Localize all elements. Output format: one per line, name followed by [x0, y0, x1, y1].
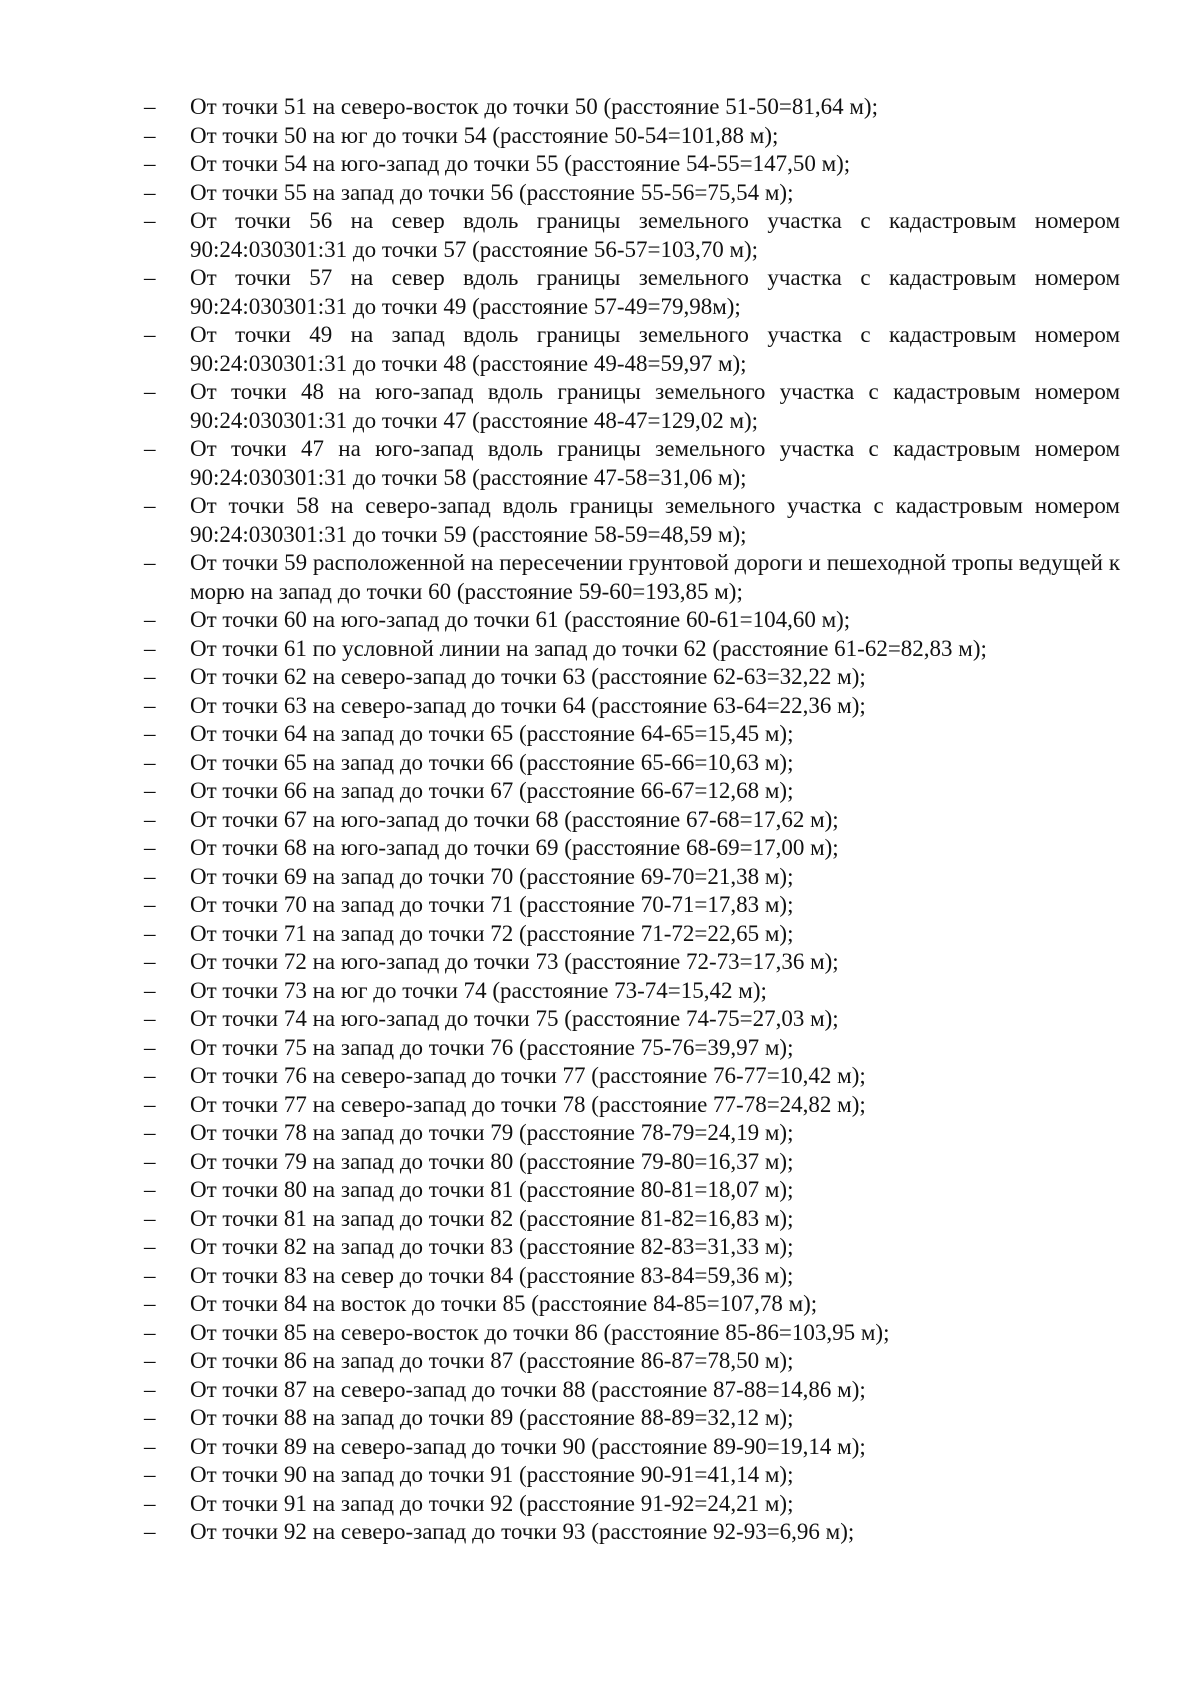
list-item-text: От точки 49 на запад вдоль границы земельного участка с кадастровым номером 90:24:030301:31 до точки 48 (расстояние 49-48=59,97 м); — [190, 322, 1120, 376]
dash-bullet: – — [144, 1177, 156, 1202]
list-item — [140, 435, 1120, 492]
list-item — [140, 948, 1120, 977]
dash-bullet: – — [144, 949, 156, 974]
list-item — [140, 207, 1120, 264]
list-item — [140, 749, 1120, 778]
list-item — [140, 1404, 1120, 1433]
dash-bullet: – — [144, 1205, 156, 1231]
list-item-text: От точки 60 на юго-запад до точки 61 (расстояние 60-61=104,60 м); — [190, 607, 851, 632]
list-item — [140, 720, 1120, 749]
dash-bullet: – — [144, 1291, 156, 1316]
list-item-text: От точки 90 на запад до точки 91 (расстояние 90-91=41,14 м); — [190, 1462, 794, 1487]
list-item-text: От точки 79 на запад до точки 80 (расстояние 79-80=16,37 м); — [190, 1148, 794, 1174]
list-item-text: От точки 62 на северо-запад до точки 63 (расстояние 62-63=32,22 м); — [190, 664, 866, 689]
dash-bullet: – — [144, 379, 156, 404]
list-item — [140, 179, 1120, 208]
list-item — [140, 549, 1120, 606]
list-item-text: От точки 70 на запад до точки 71 (расстояние 70-71=17,83 м); — [190, 892, 794, 917]
list-item — [140, 492, 1120, 549]
dash-bullet: – — [144, 1234, 156, 1259]
dash-bullet: – — [144, 94, 156, 119]
dash-bullet: – — [144, 436, 156, 461]
list-item-text: От точки 82 на запад до точки 83 (расстояние 82-83=31,33 м); — [190, 1234, 794, 1259]
list-item — [140, 378, 1120, 435]
list-item — [140, 150, 1120, 179]
dash-bullet: – — [144, 977, 156, 1003]
boundary-description-list — [140, 93, 1120, 1547]
list-item — [140, 1148, 1120, 1177]
list-item — [140, 1290, 1120, 1319]
list-item — [140, 606, 1120, 635]
list-item — [140, 635, 1120, 664]
list-item — [140, 1518, 1120, 1547]
dash-bullet: – — [144, 892, 156, 917]
list-item — [140, 1005, 1120, 1034]
list-item — [140, 122, 1120, 151]
list-item-text: От точки 87 на северо-запад до точки 88 (расстояние 87-88=14,86 м); — [190, 1376, 866, 1402]
list-item-text: От точки 72 на юго-запад до точки 73 (расстояние 72-73=17,36 м); — [190, 949, 839, 974]
list-item — [140, 1490, 1120, 1519]
list-item — [140, 891, 1120, 920]
list-item-text: От точки 75 на запад до точки 76 (расстояние 75-76=39,97 м); — [190, 1034, 794, 1060]
list-item — [140, 1319, 1120, 1348]
list-item — [140, 1347, 1120, 1376]
list-item-text: От точки 78 на запад до точки 79 (расстояние 78-79=24,19 м); — [190, 1120, 794, 1145]
list-item-text: От точки 57 на север вдоль границы земельного участка с кадастровым номером 90:24:030301:31 до точки 49 (расстояние 57-49=79,98м); — [190, 265, 1120, 319]
list-item-text: От точки 58 на северо-запад вдоль границы земельного участка с кадастровым номером 90:24:030301:31 до точки 59 (расстояние 58-59=48,59 м); — [190, 493, 1120, 547]
list-item-text: От точки 59 расположенной на пересечении грунтовой дороги и пешеходной тропы ведущей к морю на запад до точки 60 (расстояние 59-60=193,85 м); — [190, 550, 1120, 604]
list-item-text: От точки 85 на северо-восток до точки 86 (расстояние 85-86=103,95 м); — [190, 1319, 890, 1345]
dash-bullet: – — [144, 721, 156, 746]
list-item-text: От точки 65 на запад до точки 66 (расстояние 65-66=10,63 м); — [190, 749, 794, 775]
list-item-text: От точки 71 на запад до точки 72 (расстояние 71-72=22,65 м); — [190, 920, 794, 946]
dash-bullet: – — [144, 1376, 156, 1402]
dash-bullet: – — [144, 550, 156, 575]
dash-bullet: – — [144, 1120, 156, 1145]
list-item-text: От точки 66 на запад до точки 67 (расстояние 66-67=12,68 м); — [190, 778, 794, 803]
dash-bullet: – — [144, 692, 156, 718]
dash-bullet: – — [144, 806, 156, 832]
list-item — [140, 663, 1120, 692]
list-item — [140, 1376, 1120, 1405]
list-item-text: От точки 67 на юго-запад до точки 68 (расстояние 67-68=17,62 м); — [190, 806, 839, 832]
dash-bullet: – — [144, 122, 156, 148]
dash-bullet: – — [144, 778, 156, 803]
list-item-text: От точки 61 по условной линии на запад до точки 62 (расстояние 61-62=82,83 м); — [190, 635, 987, 661]
list-item-text: От точки 69 на запад до точки 70 (расстояние 69-70=21,38 м); — [190, 863, 794, 889]
list-item — [140, 1034, 1120, 1063]
list-item — [140, 1062, 1120, 1091]
list-item-text: От точки 91 на запад до точки 92 (расстояние 91-92=24,21 м); — [190, 1490, 794, 1516]
dash-bullet: – — [144, 1006, 156, 1031]
list-item — [140, 1262, 1120, 1291]
list-item-text: От точки 86 на запад до точки 87 (расстояние 86-87=78,50 м); — [190, 1348, 794, 1373]
dash-bullet: – — [144, 1519, 156, 1544]
dash-bullet: – — [144, 749, 156, 775]
list-item-text: От точки 48 на юго-запад вдоль границы земельного участка с кадастровым номером 90:24:030301:31 до точки 47 (расстояние 48-47=129,02 м); — [190, 379, 1120, 433]
list-item — [140, 1119, 1120, 1148]
list-item-text: От точки 81 на запад до точки 82 (расстояние 81-82=16,83 м); — [190, 1205, 794, 1231]
list-item-text: От точки 47 на юго-запад вдоль границы земельного участка с кадастровым номером 90:24:030301:31 до точки 58 (расстояние 47-58=31,06 м); — [190, 436, 1120, 490]
list-item-text: От точки 73 на юг до точки 74 (расстояние 73-74=15,42 м); — [190, 977, 767, 1003]
list-item-text: От точки 50 на юг до точки 54 (расстояние 50-54=101,88 м); — [190, 122, 779, 148]
dash-bullet: – — [144, 664, 156, 689]
list-item-text: От точки 84 на восток до точки 85 (расстояние 84-85=107,78 м); — [190, 1291, 818, 1316]
list-item-text: От точки 80 на запад до точки 81 (расстояние 80-81=18,07 м); — [190, 1177, 794, 1202]
list-item — [140, 321, 1120, 378]
list-item-text: От точки 92 на северо-запад до точки 93 (расстояние 92-93=6,96 м); — [190, 1519, 855, 1544]
dash-bullet: – — [144, 635, 156, 661]
list-item-text: От точки 51 на северо-восток до точки 50 (расстояние 51-50=81,64 м); — [190, 94, 878, 119]
list-item — [140, 863, 1120, 892]
dash-bullet: – — [144, 322, 156, 347]
list-item — [140, 93, 1120, 122]
dash-bullet: – — [144, 208, 156, 233]
dash-bullet: – — [144, 1348, 156, 1373]
list-item — [140, 806, 1120, 835]
dash-bullet: – — [144, 265, 156, 290]
list-item — [140, 1433, 1120, 1462]
dash-bullet: – — [144, 863, 156, 889]
list-item-text: От точки 89 на северо-запад до точки 90 (расстояние 89-90=19,14 м); — [190, 1433, 866, 1459]
list-item-text: От точки 77 на северо-запад до точки 78 (расстояние 77-78=24,82 м); — [190, 1091, 866, 1117]
list-item — [140, 692, 1120, 721]
list-item-text: От точки 64 на запад до точки 65 (расстояние 64-65=15,45 м); — [190, 721, 794, 746]
list-item — [140, 1461, 1120, 1490]
dash-bullet: – — [144, 1091, 156, 1117]
dash-bullet: – — [144, 607, 156, 632]
list-item — [140, 1091, 1120, 1120]
list-item — [140, 1233, 1120, 1262]
dash-bullet: – — [144, 1462, 156, 1487]
list-item — [140, 264, 1120, 321]
dash-bullet: – — [144, 920, 156, 946]
dash-bullet: – — [144, 179, 156, 205]
list-item-text: От точки 76 на северо-запад до точки 77 (расстояние 76-77=10,42 м); — [190, 1063, 866, 1088]
dash-bullet: – — [144, 1405, 156, 1430]
dash-bullet: – — [144, 1063, 156, 1088]
list-item-text: От точки 83 на север до точки 84 (расстояние 83-84=59,36 м); — [190, 1262, 794, 1288]
dash-bullet: – — [144, 493, 156, 518]
list-item — [140, 834, 1120, 863]
list-item — [140, 777, 1120, 806]
list-item — [140, 977, 1120, 1006]
list-item-text: От точки 56 на север вдоль границы земельного участка с кадастровым номером 90:24:030301:31 до точки 57 (расстояние 56-57=103,70 м); — [190, 208, 1120, 262]
dash-bullet: – — [144, 1262, 156, 1288]
dash-bullet: – — [144, 1034, 156, 1060]
list-item — [140, 1205, 1120, 1234]
list-item-text: От точки 88 на запад до точки 89 (расстояние 88-89=32,12 м); — [190, 1405, 794, 1430]
dash-bullet: – — [144, 835, 156, 860]
list-item-text: От точки 63 на северо-запад до точки 64 (расстояние 63-64=22,36 м); — [190, 692, 866, 718]
dash-bullet: – — [144, 1490, 156, 1516]
list-item-text: От точки 74 на юго-запад до точки 75 (расстояние 74-75=27,03 м); — [190, 1006, 839, 1031]
dash-bullet: – — [144, 1148, 156, 1174]
list-item — [140, 1176, 1120, 1205]
dash-bullet: – — [144, 1433, 156, 1459]
list-item-text: От точки 55 на запад до точки 56 (расстояние 55-56=75,54 м); — [190, 179, 794, 205]
list-item-text: От точки 54 на юго-запад до точки 55 (расстояние 54-55=147,50 м); — [190, 151, 851, 176]
list-item-text: От точки 68 на юго-запад до точки 69 (расстояние 68-69=17,00 м); — [190, 835, 839, 860]
dash-bullet: – — [144, 151, 156, 176]
list-item — [140, 920, 1120, 949]
dash-bullet: – — [144, 1319, 156, 1345]
